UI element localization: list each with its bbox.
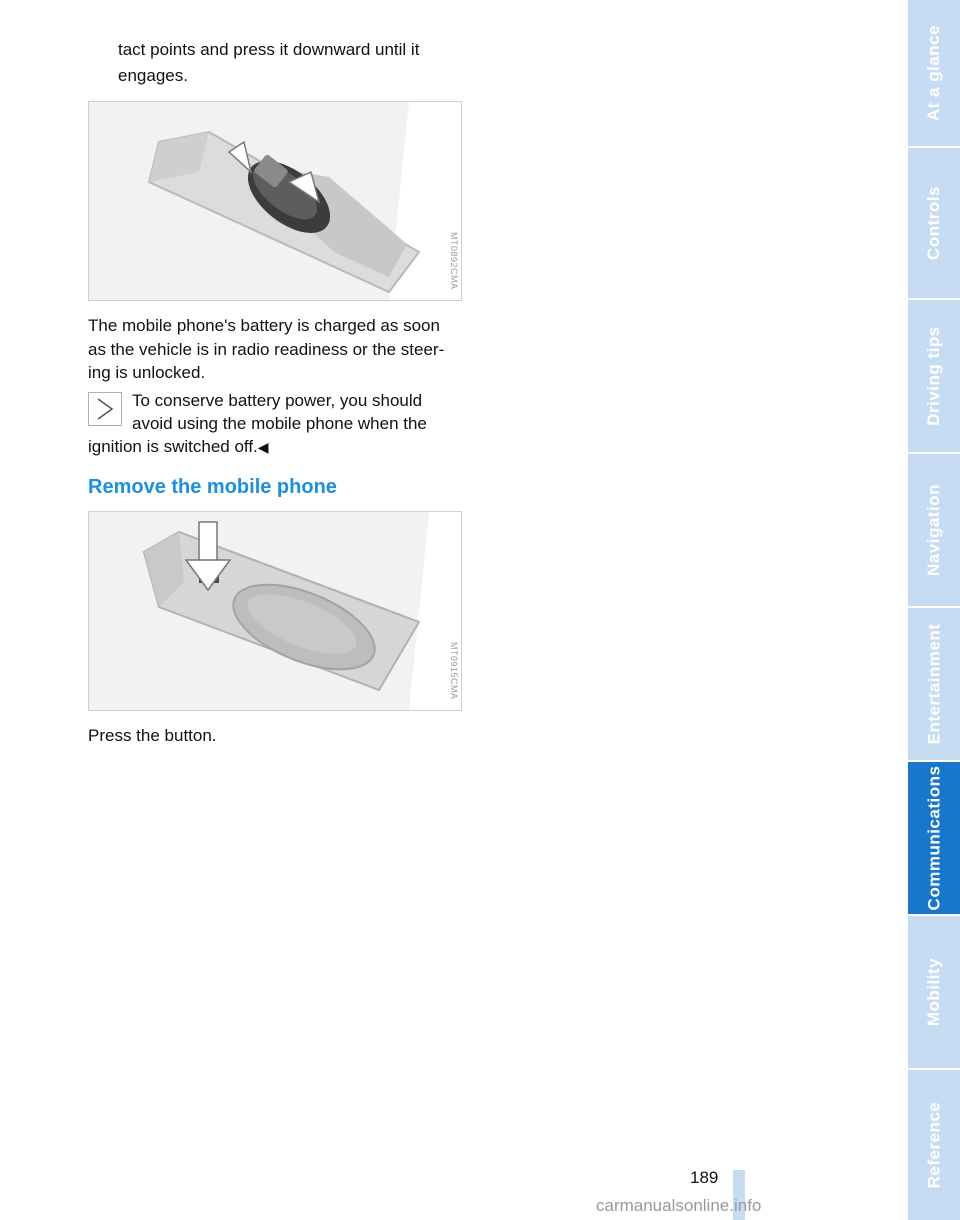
tab-navigation[interactable] xyxy=(908,454,960,606)
tab-communications[interactable] xyxy=(908,762,960,914)
tab-driving-tips[interactable] xyxy=(908,300,960,452)
step-text: Press the button. xyxy=(88,726,217,745)
paragraph-line-3: ing is unlocked. xyxy=(88,363,206,382)
tab-at-a-glance[interactable] xyxy=(908,0,960,146)
page-number: 189 xyxy=(690,1168,719,1187)
watermark: carmanualsonline.info xyxy=(596,1196,762,1215)
tab-controls[interactable] xyxy=(908,148,960,298)
tab-label: Navigation xyxy=(924,484,943,576)
tab-mobility[interactable] xyxy=(908,916,960,1068)
tab-label: Reference xyxy=(924,1101,943,1189)
note-line-2: avoid using the mobile phone when the xyxy=(132,414,427,433)
note-line-3-text: ignition is switched off. xyxy=(88,437,258,456)
end-mark-icon: ◀ xyxy=(257,439,269,455)
tab-label: Communications xyxy=(924,765,943,911)
paragraph-line-2: as the vehicle is in radio readiness or the steer- xyxy=(88,340,445,359)
section-heading: Remove the mobile phone xyxy=(88,476,337,498)
tab-label: Mobility xyxy=(924,957,943,1027)
chapter-sidebar xyxy=(908,0,960,1220)
figure-code: MT0892CMA xyxy=(449,232,459,290)
phone-remove-illustration xyxy=(89,512,461,710)
figure-phone-insert xyxy=(88,101,462,301)
tab-label: At a glance xyxy=(924,24,944,122)
note-triangle-icon xyxy=(88,392,122,426)
note-line-1: To conserve battery power, you should xyxy=(132,391,423,410)
tab-reference[interactable] xyxy=(908,1070,960,1220)
intro-line-1: tact points and press it downward until it xyxy=(118,40,420,59)
tab-label: Controls xyxy=(924,186,944,260)
phone-insert-illustration xyxy=(89,102,461,300)
tab-label: Entertainment xyxy=(924,623,944,745)
paragraph-line-1: The mobile phone's battery is charged as soon xyxy=(88,316,440,335)
figure-code: MT0915CMA xyxy=(449,642,459,700)
intro-line-2: engages. xyxy=(118,66,188,85)
tab-label: Driving tips xyxy=(924,326,944,426)
tab-entertainment[interactable] xyxy=(908,608,960,760)
figure-phone-remove xyxy=(88,511,462,711)
note-line-3 xyxy=(88,435,269,459)
